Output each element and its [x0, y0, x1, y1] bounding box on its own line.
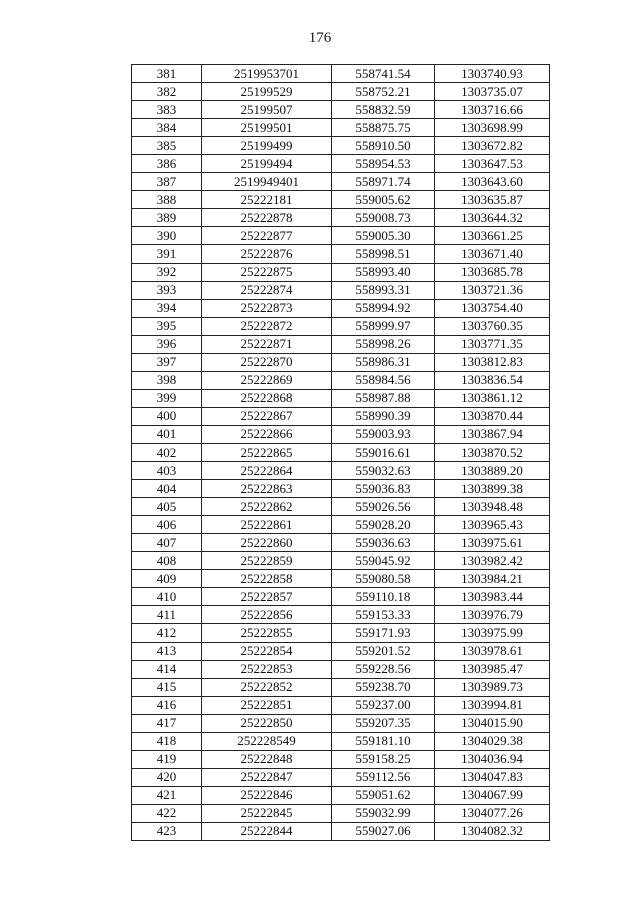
x-coordinate-cell: 558998.51: [332, 245, 435, 263]
x-coordinate-cell: 559032.63: [332, 462, 435, 480]
y-coordinate-cell: 1304082.32: [435, 822, 550, 840]
row-number-cell: 386: [132, 155, 202, 173]
table-row: [132, 750, 550, 768]
row-number-cell: 410: [132, 588, 202, 606]
row-number-cell: 388: [132, 191, 202, 209]
point-id-cell: 25199501: [202, 119, 332, 137]
y-coordinate-cell: 1303647.53: [435, 155, 550, 173]
x-coordinate-cell: 558954.53: [332, 155, 435, 173]
x-coordinate-cell: 558832.59: [332, 101, 435, 119]
row-number-cell: 413: [132, 642, 202, 660]
point-id-cell: 25222873: [202, 299, 332, 317]
point-id-cell: 25222846: [202, 786, 332, 804]
x-coordinate-cell: 558994.92: [332, 299, 435, 317]
x-coordinate-cell: 558875.75: [332, 119, 435, 137]
row-number-cell: 405: [132, 498, 202, 516]
row-number-cell: 389: [132, 209, 202, 227]
x-coordinate-cell: 559016.61: [332, 443, 435, 461]
y-coordinate-cell: 1303870.44: [435, 407, 550, 425]
row-number-cell: 381: [132, 65, 202, 83]
row-number-cell: 399: [132, 389, 202, 407]
y-coordinate-cell: 1303861.12: [435, 389, 550, 407]
row-number-cell: 416: [132, 696, 202, 714]
point-id-cell: 25199494: [202, 155, 332, 173]
row-number-cell: 383: [132, 101, 202, 119]
y-coordinate-cell: 1303975.61: [435, 534, 550, 552]
point-id-cell: 25199499: [202, 137, 332, 155]
x-coordinate-cell: 558971.74: [332, 173, 435, 191]
row-number-cell: 390: [132, 227, 202, 245]
point-id-cell: 25222850: [202, 714, 332, 732]
table-row: [132, 65, 550, 83]
table-row: [132, 191, 550, 209]
table-row: [132, 462, 550, 480]
row-number-cell: 394: [132, 299, 202, 317]
table-row: [132, 480, 550, 498]
point-id-cell: 25222874: [202, 281, 332, 299]
table-row: [132, 119, 550, 137]
table-row: [132, 353, 550, 371]
point-id-cell: 25222869: [202, 371, 332, 389]
table-row: [132, 173, 550, 191]
x-coordinate-cell: 558990.39: [332, 407, 435, 425]
x-coordinate-cell: 559003.93: [332, 425, 435, 443]
y-coordinate-cell: 1303754.40: [435, 299, 550, 317]
x-coordinate-cell: 559036.63: [332, 534, 435, 552]
row-number-cell: 393: [132, 281, 202, 299]
x-coordinate-cell: 558910.50: [332, 137, 435, 155]
y-coordinate-cell: 1303721.36: [435, 281, 550, 299]
y-coordinate-cell: 1303812.83: [435, 353, 550, 371]
table-row: [132, 516, 550, 534]
y-coordinate-cell: 1303685.78: [435, 263, 550, 281]
point-id-cell: 25222872: [202, 317, 332, 335]
y-coordinate-cell: 1303644.32: [435, 209, 550, 227]
point-id-cell: 25222859: [202, 552, 332, 570]
row-number-cell: 382: [132, 83, 202, 101]
row-number-cell: 392: [132, 263, 202, 281]
row-number-cell: 419: [132, 750, 202, 768]
x-coordinate-cell: 559008.73: [332, 209, 435, 227]
table-row: [132, 660, 550, 678]
row-number-cell: 420: [132, 768, 202, 786]
table-row: [132, 822, 550, 840]
table-row: [132, 606, 550, 624]
x-coordinate-cell: 559005.30: [332, 227, 435, 245]
y-coordinate-cell: 1303965.43: [435, 516, 550, 534]
table-row: [132, 245, 550, 263]
row-number-cell: 400: [132, 407, 202, 425]
table-row: [132, 443, 550, 461]
table-row: [132, 317, 550, 335]
table-row: [132, 642, 550, 660]
x-coordinate-cell: 558999.97: [332, 317, 435, 335]
y-coordinate-cell: 1303976.79: [435, 606, 550, 624]
row-number-cell: 404: [132, 480, 202, 498]
point-id-cell: 25222845: [202, 804, 332, 822]
x-coordinate-cell: 558993.31: [332, 281, 435, 299]
row-number-cell: 384: [132, 119, 202, 137]
point-id-cell: 25222860: [202, 534, 332, 552]
row-number-cell: 402: [132, 443, 202, 461]
table-row: [132, 624, 550, 642]
point-id-cell: 25222857: [202, 588, 332, 606]
point-id-cell: 25222876: [202, 245, 332, 263]
point-id-cell: 25222878: [202, 209, 332, 227]
y-coordinate-cell: 1303982.42: [435, 552, 550, 570]
x-coordinate-cell: 559028.20: [332, 516, 435, 534]
table-row: [132, 768, 550, 786]
y-coordinate-cell: 1304029.38: [435, 732, 550, 750]
y-coordinate-cell: 1303899.38: [435, 480, 550, 498]
y-coordinate-cell: 1303978.61: [435, 642, 550, 660]
row-number-cell: 414: [132, 660, 202, 678]
y-coordinate-cell: 1303698.99: [435, 119, 550, 137]
point-id-cell: 25222865: [202, 443, 332, 461]
row-number-cell: 423: [132, 822, 202, 840]
table-row: [132, 83, 550, 101]
row-number-cell: 422: [132, 804, 202, 822]
point-id-cell: 25222855: [202, 624, 332, 642]
x-coordinate-cell: 559051.62: [332, 786, 435, 804]
point-id-cell: 25222861: [202, 516, 332, 534]
x-coordinate-cell: 559228.56: [332, 660, 435, 678]
row-number-cell: 407: [132, 534, 202, 552]
table-row: [132, 678, 550, 696]
page-number: 176: [308, 30, 332, 46]
y-coordinate-cell: 1303994.81: [435, 696, 550, 714]
point-id-cell: 252228549: [202, 732, 332, 750]
point-id-cell: 25222875: [202, 263, 332, 281]
row-number-cell: 418: [132, 732, 202, 750]
table-row: [132, 425, 550, 443]
y-coordinate-cell: 1303985.47: [435, 660, 550, 678]
table-row: [132, 227, 550, 245]
point-id-cell: 25222868: [202, 389, 332, 407]
y-coordinate-cell: 1303716.66: [435, 101, 550, 119]
table-row: [132, 804, 550, 822]
row-number-cell: 421: [132, 786, 202, 804]
x-coordinate-cell: 558993.40: [332, 263, 435, 281]
row-number-cell: 396: [132, 335, 202, 353]
y-coordinate-cell: 1303635.87: [435, 191, 550, 209]
row-number-cell: 409: [132, 570, 202, 588]
y-coordinate-cell: 1303643.60: [435, 173, 550, 191]
point-id-cell: 25199507: [202, 101, 332, 119]
row-number-cell: 385: [132, 137, 202, 155]
x-coordinate-cell: 559153.33: [332, 606, 435, 624]
y-coordinate-cell: 1303671.40: [435, 245, 550, 263]
x-coordinate-cell: 558986.31: [332, 353, 435, 371]
table-row: [132, 498, 550, 516]
y-coordinate-cell: 1303867.94: [435, 425, 550, 443]
y-coordinate-cell: 1304067.99: [435, 786, 550, 804]
table-row: [132, 263, 550, 281]
x-coordinate-cell: 558998.26: [332, 335, 435, 353]
point-id-cell: 2519953701: [202, 65, 332, 83]
point-id-cell: 25222871: [202, 335, 332, 353]
point-id-cell: 2519949401: [202, 173, 332, 191]
y-coordinate-cell: 1304047.83: [435, 768, 550, 786]
y-coordinate-cell: 1303771.35: [435, 335, 550, 353]
table-row: [132, 281, 550, 299]
x-coordinate-cell: 559027.06: [332, 822, 435, 840]
row-number-cell: 401: [132, 425, 202, 443]
x-coordinate-cell: 559238.70: [332, 678, 435, 696]
x-coordinate-cell: 559158.25: [332, 750, 435, 768]
row-number-cell: 395: [132, 317, 202, 335]
y-coordinate-cell: 1303983.44: [435, 588, 550, 606]
x-coordinate-cell: 559171.93: [332, 624, 435, 642]
table-row: [132, 371, 550, 389]
x-coordinate-cell: 559045.92: [332, 552, 435, 570]
x-coordinate-cell: 558984.56: [332, 371, 435, 389]
x-coordinate-cell: 559036.83: [332, 480, 435, 498]
point-id-cell: 25222852: [202, 678, 332, 696]
row-number-cell: 408: [132, 552, 202, 570]
row-number-cell: 387: [132, 173, 202, 191]
y-coordinate-cell: 1303836.54: [435, 371, 550, 389]
coordinate-table: [131, 64, 550, 841]
y-coordinate-cell: 1303735.07: [435, 83, 550, 101]
y-coordinate-cell: 1303760.35: [435, 317, 550, 335]
table-row: [132, 389, 550, 407]
x-coordinate-cell: 558741.54: [332, 65, 435, 83]
point-id-cell: 25222856: [202, 606, 332, 624]
point-id-cell: 25199529: [202, 83, 332, 101]
table-row: [132, 588, 550, 606]
table-row: [132, 534, 550, 552]
x-coordinate-cell: 559112.56: [332, 768, 435, 786]
row-number-cell: 415: [132, 678, 202, 696]
table-row: [132, 407, 550, 425]
table-row: [132, 552, 550, 570]
point-id-cell: 25222870: [202, 353, 332, 371]
table-row: [132, 137, 550, 155]
table-row: [132, 732, 550, 750]
row-number-cell: 411: [132, 606, 202, 624]
row-number-cell: 417: [132, 714, 202, 732]
point-id-cell: 25222844: [202, 822, 332, 840]
table-row: [132, 155, 550, 173]
table-row: [132, 696, 550, 714]
x-coordinate-cell: 559026.56: [332, 498, 435, 516]
y-coordinate-cell: 1304015.90: [435, 714, 550, 732]
x-coordinate-cell: 559005.62: [332, 191, 435, 209]
point-id-cell: 25222854: [202, 642, 332, 660]
table-row: [132, 209, 550, 227]
x-coordinate-cell: 559207.35: [332, 714, 435, 732]
table-body: [132, 65, 550, 841]
point-id-cell: 25222851: [202, 696, 332, 714]
row-number-cell: 391: [132, 245, 202, 263]
row-number-cell: 406: [132, 516, 202, 534]
x-coordinate-cell: 558752.21: [332, 83, 435, 101]
x-coordinate-cell: 559080.58: [332, 570, 435, 588]
y-coordinate-cell: 1303989.73: [435, 678, 550, 696]
x-coordinate-cell: 559181.10: [332, 732, 435, 750]
y-coordinate-cell: 1303870.52: [435, 443, 550, 461]
table-row: [132, 570, 550, 588]
row-number-cell: 397: [132, 353, 202, 371]
table-row: [132, 786, 550, 804]
point-id-cell: 25222848: [202, 750, 332, 768]
row-number-cell: 412: [132, 624, 202, 642]
y-coordinate-cell: 1303975.99: [435, 624, 550, 642]
x-coordinate-cell: 558987.88: [332, 389, 435, 407]
x-coordinate-cell: 559201.52: [332, 642, 435, 660]
y-coordinate-cell: 1303661.25: [435, 227, 550, 245]
point-id-cell: 25222866: [202, 425, 332, 443]
point-id-cell: 25222864: [202, 462, 332, 480]
row-number-cell: 403: [132, 462, 202, 480]
y-coordinate-cell: 1304077.26: [435, 804, 550, 822]
table-row: [132, 714, 550, 732]
table-row: [132, 299, 550, 317]
x-coordinate-cell: 559032.99: [332, 804, 435, 822]
y-coordinate-cell: 1304036.94: [435, 750, 550, 768]
point-id-cell: 25222867: [202, 407, 332, 425]
y-coordinate-cell: 1303740.93: [435, 65, 550, 83]
point-id-cell: 25222181: [202, 191, 332, 209]
x-coordinate-cell: 559110.18: [332, 588, 435, 606]
y-coordinate-cell: 1303984.21: [435, 570, 550, 588]
table-row: [132, 335, 550, 353]
table-row: [132, 101, 550, 119]
point-id-cell: 25222877: [202, 227, 332, 245]
y-coordinate-cell: 1303948.48: [435, 498, 550, 516]
point-id-cell: 25222858: [202, 570, 332, 588]
x-coordinate-cell: 559237.00: [332, 696, 435, 714]
point-id-cell: 25222863: [202, 480, 332, 498]
point-id-cell: 25222847: [202, 768, 332, 786]
y-coordinate-cell: 1303889.20: [435, 462, 550, 480]
point-id-cell: 25222853: [202, 660, 332, 678]
point-id-cell: 25222862: [202, 498, 332, 516]
y-coordinate-cell: 1303672.82: [435, 137, 550, 155]
row-number-cell: 398: [132, 371, 202, 389]
